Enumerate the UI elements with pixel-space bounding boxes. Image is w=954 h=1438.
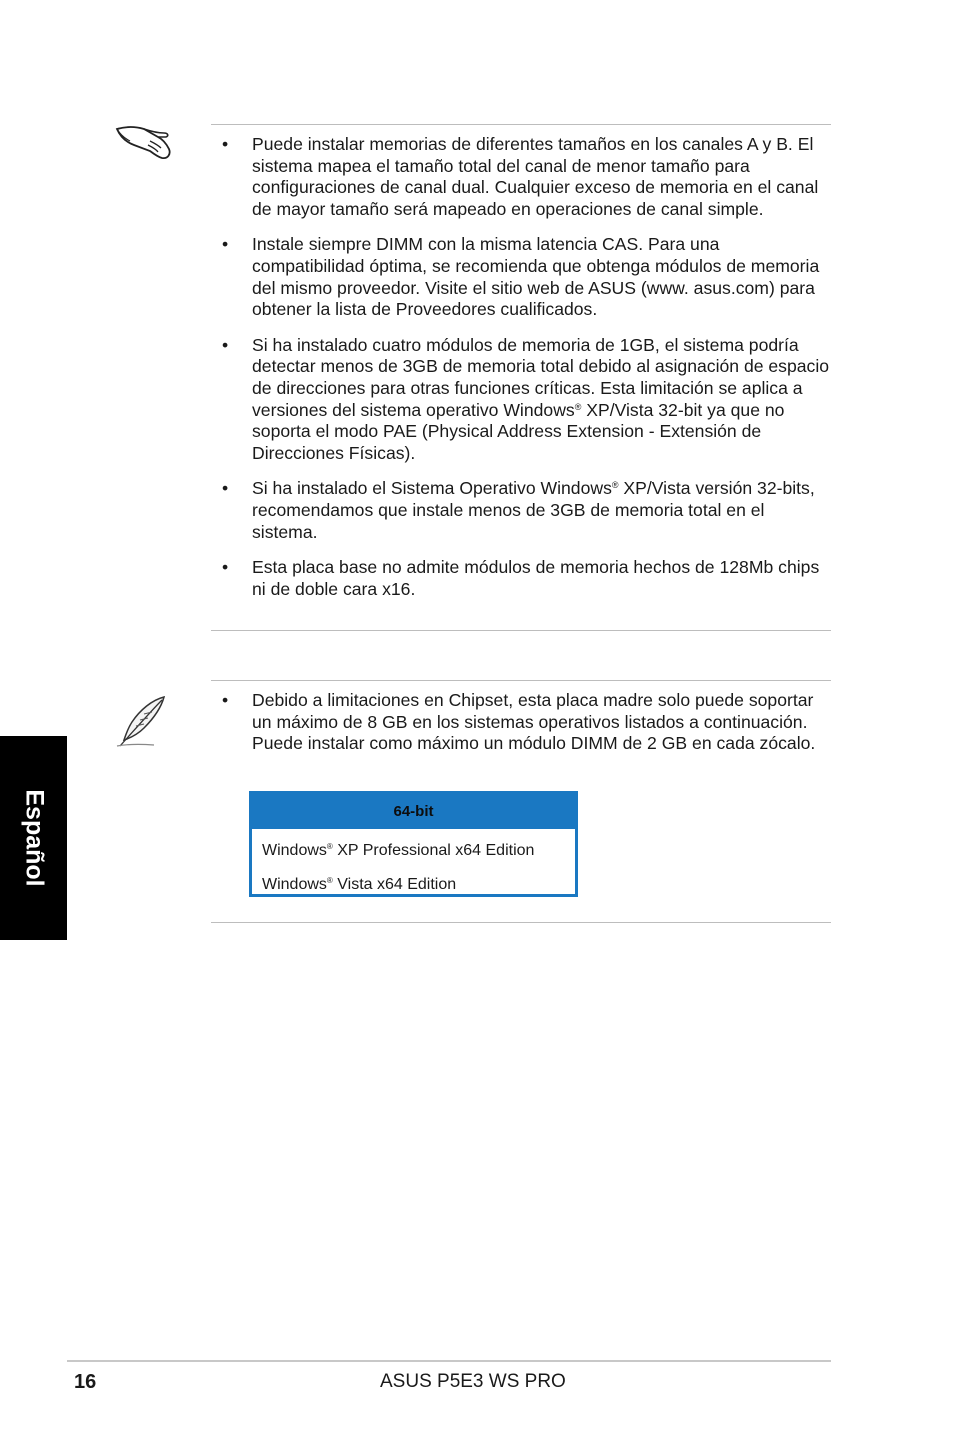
footer-rule — [67, 1360, 831, 1362]
list-item: • Si ha instalado cuatro módulos de memoria de 1GB, el sistema podría detectar menos de 3GB de memoria total debido al asignación de espacio de direcciones para otras funciones críticas. Esta limitación se aplica a versiones del sistema operativo Windows® XP/Vista 32-bit ya que no soporta el modo PAE (Physical Address Extension - Extensión de Direcciones Físicas). — [222, 334, 830, 463]
list-item: • Debido a limitaciones en Chipset, esta placa madre solo puede soportar un máximo de 8 GB en los sistemas operativos listados a continuación. Puede instalar como máximo un módulo DIMM de 2 GB en cada zócalo. — [222, 690, 816, 754]
registered-mark: ® — [574, 401, 582, 412]
top-rule — [211, 124, 831, 125]
bullet: • — [222, 234, 229, 255]
table-row: Windows® Vista x64 Edition — [262, 876, 457, 893]
list-item: • Si ha instalado el Sistema Operativo Windows® XP/Vista versión 32-bits, recomendamos que instale menos de 3GB de memoria total en el sistema. — [222, 478, 815, 542]
os-support-table — [249, 791, 578, 897]
section-rule — [211, 680, 831, 681]
section-rule — [211, 922, 831, 923]
hand-pointing-icon — [114, 121, 176, 163]
table-row: Windows® XP Professional x64 Edition — [262, 842, 535, 859]
registered-mark: ® — [611, 480, 619, 491]
footer-title: ASUS P5E3 WS PRO — [380, 1371, 566, 1392]
bullet: • — [222, 690, 229, 710]
section-rule — [211, 630, 831, 631]
chipset-notes-list — [222, 690, 834, 769]
page-number: 16 — [74, 1371, 97, 1393]
bullet: • — [222, 334, 229, 355]
bullet: • — [222, 478, 229, 499]
list-item: • Instale siempre DIMM con la misma latencia CAS. Para una compatibilidad óptima, se recomienda que obtenga módulos de memoria del mismo proveedor. Visite el sitio web de ASUS (www. asus.com) para obtener la lista de Proveedores cualificados. — [222, 234, 820, 320]
bullet: • — [222, 134, 229, 154]
table-header: 64-bit — [252, 794, 575, 829]
language-label: Español — [20, 789, 48, 887]
registered-mark: ® — [326, 876, 333, 885]
list-item: • Puede instalar memorias de diferentes tamaños en los canales A y B. El sistema mapea el tamaño total del canal de menor tamaño para configuraciones de canal dual. Cualquier exceso de memoria en el canal de mayor tamaño será mapeado en operaciones de canal simple. — [222, 134, 819, 219]
bullet: • — [222, 557, 229, 578]
memory-notes-list — [222, 134, 834, 614]
language-side-tab — [0, 736, 67, 940]
list-item: • Esta placa base no admite módulos de memoria hechos de 128Mb chips ni de doble cara x16. — [222, 557, 820, 599]
registered-mark: ® — [326, 842, 333, 851]
feather-quill-icon — [114, 694, 168, 750]
